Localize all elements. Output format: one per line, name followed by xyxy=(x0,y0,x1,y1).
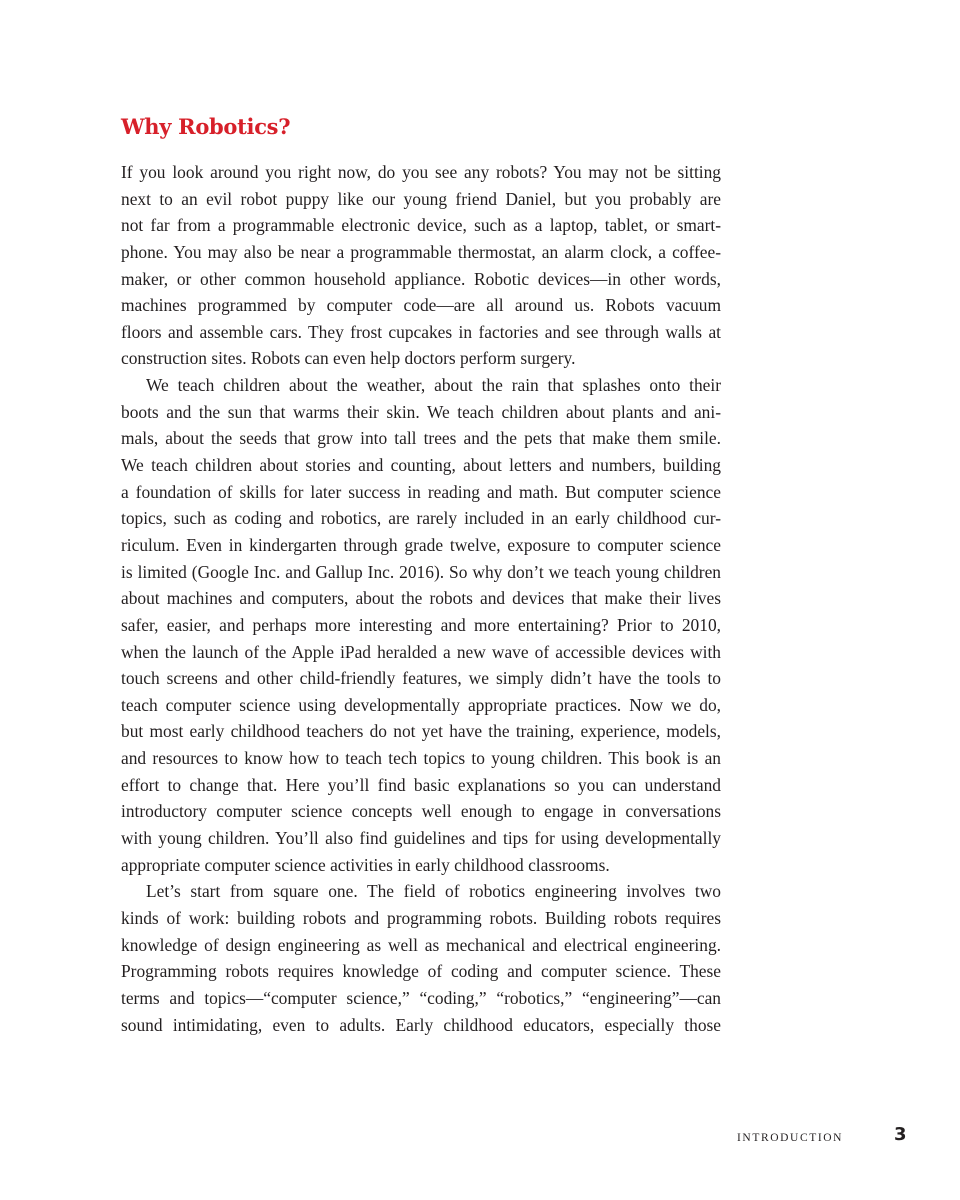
paragraph xyxy=(121,878,721,1038)
text-line: kinds of work: building robots and programming robots. Building robots requires xyxy=(121,907,721,928)
text-line: effort to change that. Here you’ll find basic explanations so you can understand xyxy=(121,774,721,795)
text-line: riculum. Even in kindergarten through grade twelve, exposure to computer science xyxy=(121,534,721,555)
text-line: maker, or other common household appliance. Robotic devices—in other words, xyxy=(121,268,721,289)
paragraph xyxy=(121,372,721,878)
section-heading: Why Robotics? xyxy=(121,114,291,139)
text-line: topics, such as coding and robotics, are rarely included in an early childhood cur- xyxy=(121,508,721,529)
text-line: boots and the sun that warms their skin. We teach children about plants and ani- xyxy=(121,401,721,422)
text-line: not far from a programmable electronic device, such as a laptop, tablet, or smart- xyxy=(121,215,721,236)
text-line: about machines and computers, about the robots and devices that make their lives xyxy=(121,588,721,609)
text-line: introductory computer science concepts well enough to engage in conversations xyxy=(121,801,721,822)
text-line: teach computer science using developmentally appropriate practices. Now we do, xyxy=(121,694,721,715)
text-line: with young children. You’ll also find guidelines and tips for using developmentally xyxy=(121,828,721,849)
paragraph xyxy=(121,159,721,372)
text-line: Let’s start from square one. The field of robotics engineering involves two xyxy=(146,881,721,902)
text-line: machines programmed by computer code—are all around us. Robots vacuum xyxy=(121,295,721,316)
text-line: next to an evil robot puppy like our young friend Daniel, but you probably are xyxy=(121,188,721,209)
text-line: mals, about the seeds that grow into tall trees and the pets that make them smile. xyxy=(121,428,721,449)
text-line: safer, easier, and perhaps more interesting and more entertaining? Prior to 2010, xyxy=(121,614,721,635)
text-line: is limited (Google Inc. and Gallup Inc. 2016). So why don’t we teach young children xyxy=(121,561,721,582)
text-line: phone. You may also be near a programmable thermostat, an alarm clock, a coffee- xyxy=(121,241,721,262)
text-line: appropriate computer science activities in early childhood classrooms. xyxy=(121,854,610,875)
text-line: We teach children about stories and counting, about letters and numbers, building xyxy=(121,455,721,476)
text-line: when the launch of the Apple iPad heralded a new wave of accessible devices with xyxy=(121,641,721,662)
text-line: a foundation of skills for later success in reading and math. But computer science xyxy=(121,481,721,502)
body-text xyxy=(121,159,721,1038)
text-line: terms and topics—“computer science,” “coding,” “robotics,” “engineering”—can xyxy=(121,987,721,1008)
text-line: If you look around you right now, do you see any robots? You may not be sitting xyxy=(121,162,721,182)
page-number: 3 xyxy=(894,1124,907,1145)
text-line: but most early childhood teachers do not yet have the training, experience, models, xyxy=(121,721,721,742)
text-line: touch screens and other child-friendly features, we simply didn’t have the tools to xyxy=(121,668,721,689)
text-line: construction sites. Robots can even help doctors perform surgery. xyxy=(121,348,576,369)
text-line: knowledge of design engineering as well as mechanical and electrical engineering. xyxy=(121,934,721,955)
running-head: INTRODUCTION xyxy=(737,1132,844,1144)
text-line: and resources to know how to teach tech topics to young children. This book is an xyxy=(121,748,721,769)
text-line: Programming robots requires knowledge of coding and computer science. These xyxy=(121,961,721,982)
text-line: floors and assemble cars. They frost cupcakes in factories and see through walls at xyxy=(121,321,721,342)
text-line: sound intimidating, even to adults. Early childhood educators, especially those xyxy=(121,1014,721,1035)
text-line: We teach children about the weather, about the rain that splashes onto their xyxy=(146,375,721,396)
